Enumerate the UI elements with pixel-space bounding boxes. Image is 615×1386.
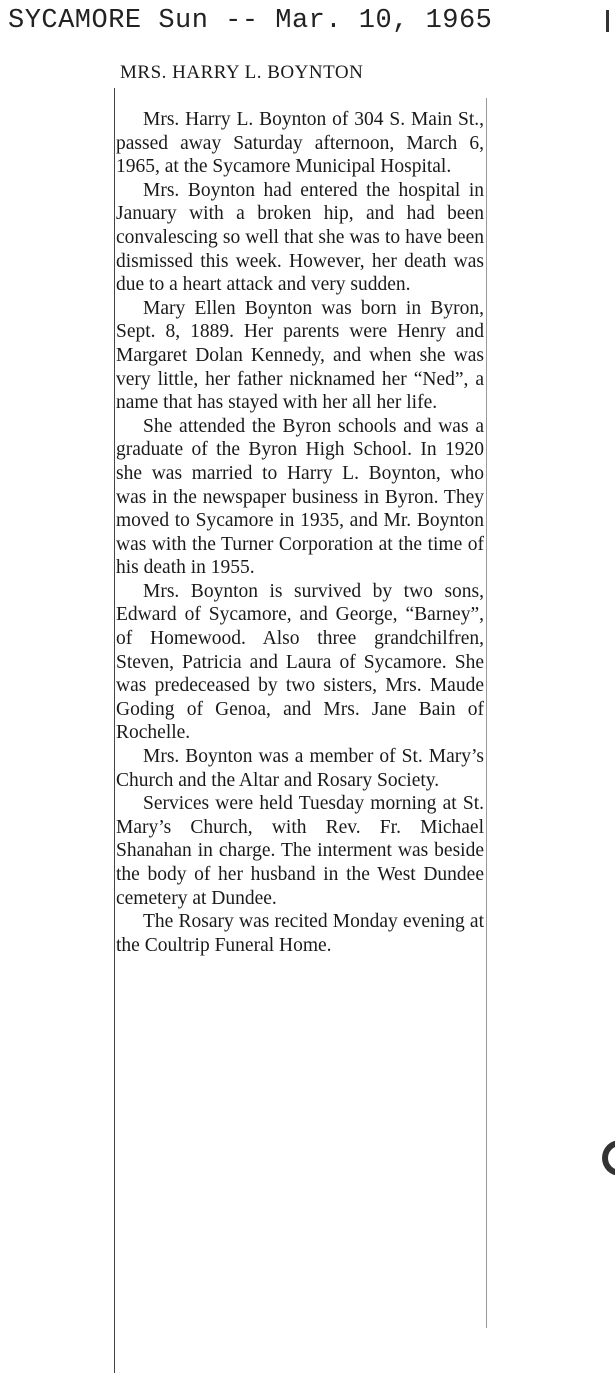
obituary-body	[116, 108, 484, 957]
paragraph: The Rosary was recited Monday evening at the Coultrip Funeral Home.	[116, 911, 484, 956]
column-rule-right	[486, 98, 487, 1328]
paragraph: Mrs. Harry L. Boynton of 304 S. Main St., passed away Saturday afternoon, March 6, 1965, at the Sycamore Municipal Hospital.	[116, 109, 484, 178]
paragraph: Services were held Tuesday morning at St. Mary’s Church, with Rev. Fr. Michael Shanahan in charge. The interment was beside the body of her husband in the West Dundee cemetery at Dundee.	[116, 793, 484, 909]
paragraph: Mrs. Boynton had entered the hospital in January with a broken hip, and had been convalescing so well that she was to have been dismissed this week. However, her death was due to a heart attack and very sudden.	[116, 179, 484, 296]
column-rule-left	[114, 88, 115, 1373]
page-edge-mark	[606, 10, 609, 32]
paragraph: Mrs. Boynton was a member of St. Mary’s Church and the Altar and Rosary Society.	[116, 746, 484, 791]
obituary-title: MRS. HARRY L. BOYNTON	[120, 62, 364, 83]
newspaper-clipping	[112, 58, 488, 1376]
source-date-line: SYCAMORE Sun -- Mar. 10, 1965	[8, 6, 493, 36]
paragraph: Mary Ellen Boynton was born in Byron, Sept. 8, 1889. Her parents were Henry and Margaret Dolan Kennedy, and when she was very little, her father nicknamed her “Ned”, a name that has stayed with her all her life.	[116, 297, 484, 414]
paragraph: Mrs. Boynton is survived by two sons, Edward of Sycamore, and George, “Barney”, of Homewood. Also three grandchilfren, Steven, Patricia and Laura of Sycamore. She was predeceased by two sisters, Mrs. Maude Goding of Genoa, and Mrs. Jane Bain of Rochelle.	[116, 580, 484, 744]
paragraph: She attended the Byron schools and was a graduate of the Byron High School. In 1920 she was married to Harry L. Boynton, who was in the newspaper business in Byron. They moved to Sycamore in 1935, and Mr. Boynton was with the Turner Corporation at the time of his death in 1955.	[116, 415, 484, 579]
binder-hole-mark	[602, 1140, 615, 1176]
